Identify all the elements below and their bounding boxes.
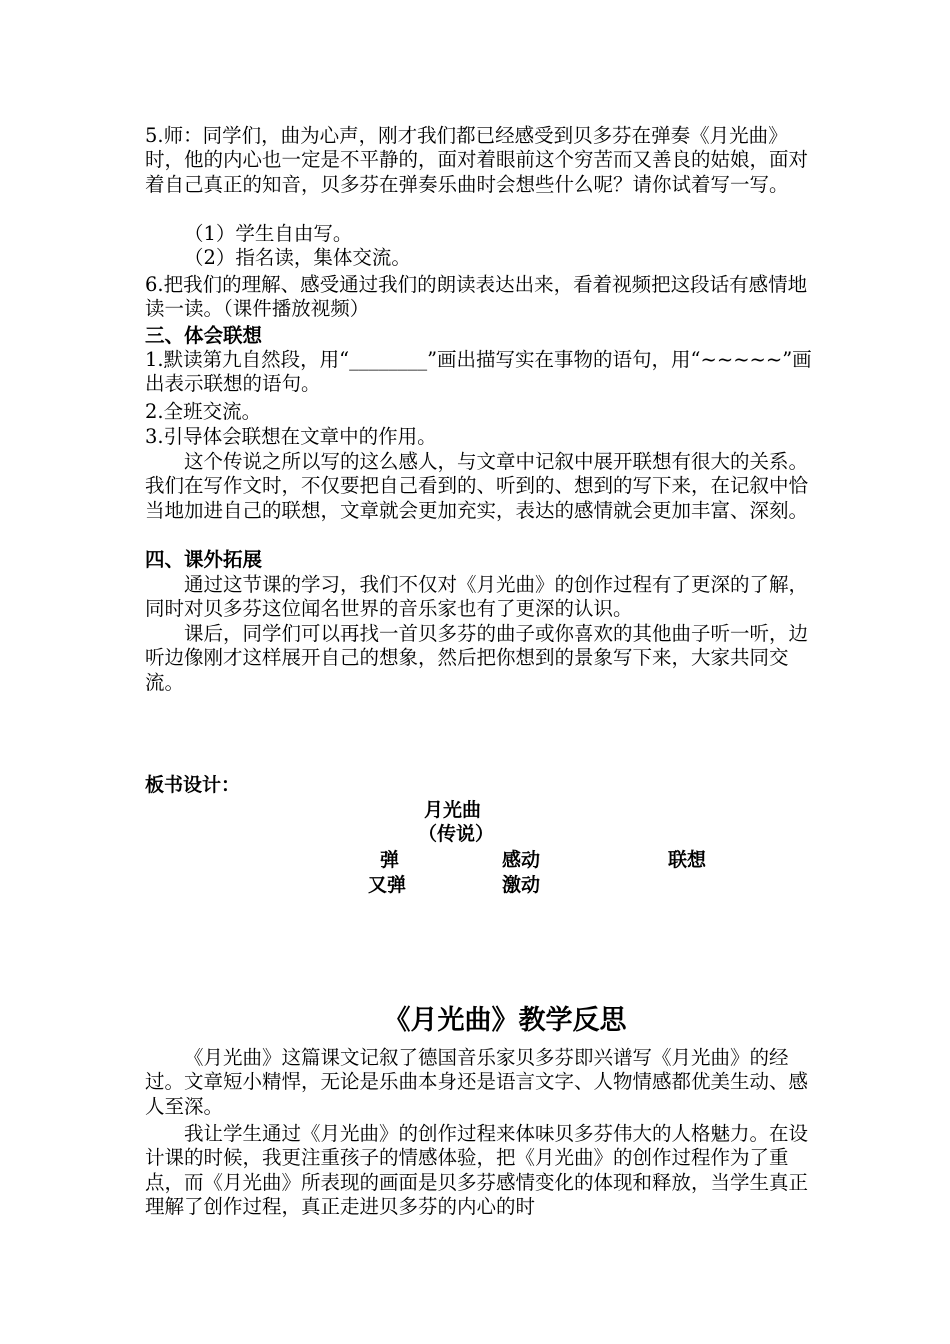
- paragraph-step5-1: （1）学生自由写。: [184, 222, 353, 245]
- section3-item-2: 2.全班交流。: [145, 400, 262, 423]
- board-col2-row1: 感动: [502, 849, 541, 871]
- paragraph-step6: 6.把我们的理解、感受通过我们的朗读表达出来，看着视频把这段话有感情地读一读。（课件播放视频）: [145, 273, 808, 321]
- section-heading-3: 三、体会联想: [145, 324, 263, 347]
- board-col1-row2: 又弹: [368, 874, 407, 896]
- board-subtitle: （传说）: [418, 823, 495, 845]
- paragraph-step5: 5.师：同学们，曲为心声，刚才我们都已经感受到贝多芬在弹奏《月光曲》时，他的内心也一定是不平静的，面对着眼前这个穷苦而又善良的姑娘，面对着自己真正的知音，贝多芬在弹奏乐曲时会想些什么呢？请你试着写一写。: [145, 124, 809, 196]
- board-col1-row1: 弹: [380, 849, 400, 871]
- section-heading-4: 四、课外拓展: [145, 548, 263, 571]
- board-col2-row2: 激动: [502, 874, 541, 896]
- reflection-title: 《月光曲》教学反思: [383, 1005, 627, 1036]
- section3-item-1: 1.默读第九自然段，用“________”画出描写实在事物的语句，用“~~~~~”画出表示联想的语句。: [145, 348, 812, 396]
- reflection-paragraph-1: 《月光曲》这篇课文记叙了德国音乐家贝多芬即兴谱写《月光曲》的经过。文章短小精悍，无论是乐曲本身还是语言文字、人物情感都优美生动、感人至深。: [145, 1046, 809, 1118]
- board-title: 月光曲: [424, 799, 482, 821]
- board-design-label: 板书设计：: [145, 774, 241, 796]
- section4-paragraph-1: 通过这节课的学习，我们不仅对《月光曲》的创作过程有了更深的了解，同时对贝多芬这位闻名世界的音乐家也有了更深的认识。: [145, 573, 809, 621]
- reflection-paragraph-2: 我让学生通过《月光曲》的创作过程来体味贝多芬伟大的人格魅力。在设计课的时候，我更注重孩子的情感体验，把《月光曲》的创作过程作为了重点，而《月光曲》所表现的画面是贝多芬感情变化的体现和释放，当学生真正理解了创作过程，真正走进贝多芬的内心的时: [145, 1122, 809, 1219]
- board-col3-row1: 联想: [668, 849, 707, 871]
- section4-paragraph-2: 课后，同学们可以再找一首贝多芬的曲子或你喜欢的其他曲子听一听，边听边像刚才这样展开自己的想象，然后把你想到的景象写下来，大家共同交流。: [145, 622, 809, 694]
- section3-item-3: 3.引导体会联想在文章中的作用。: [145, 425, 437, 448]
- paragraph-step5-2: （2）指名读，集体交流。: [184, 246, 411, 269]
- section3-paragraph: 这个传说之所以写的这么感人，与文章中记叙中展开联想有很大的关系。我们在写作文时，不仅要把自己看到的、听到的、想到的写下来，在记叙中恰当地加进自己的联想，文章就会更加充实，表达的感情就会更加丰富、深刻。: [145, 450, 809, 522]
